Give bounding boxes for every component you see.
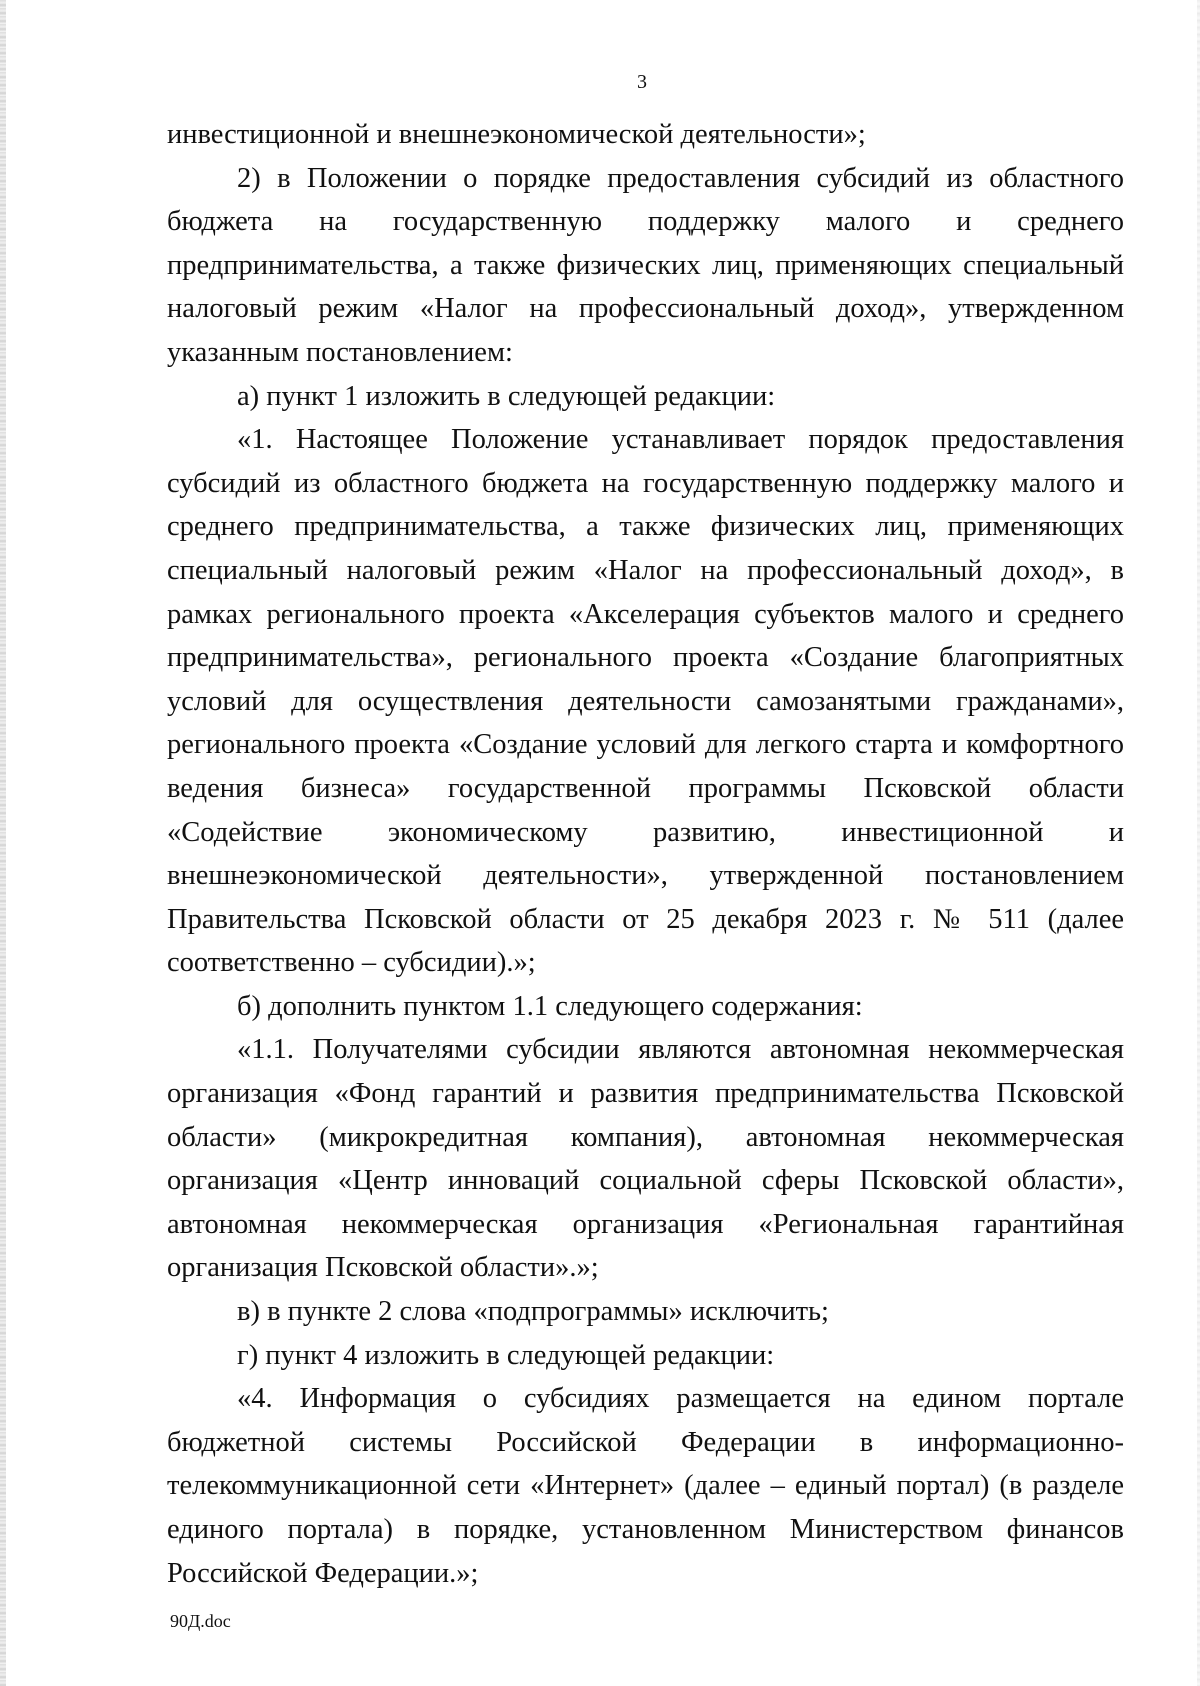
paragraph-item-2: 2) в Положении о порядке предоставления субсидий из областного бюджета на государственную поддержку малого и среднего предпринимательства, а также физических лиц, применяющих специальный налоговый режим «Налог на профессиональный доход», утвержденном указанным постановлением:: [167, 162, 1124, 368]
document-body: [167, 113, 1124, 1595]
paragraph-clause-1: «1. Настоящее Положение устанавливает порядок предоставления субсидий из областного бюджета на государственную поддержку малого и среднего предпринимательства, а также физических лиц, применяющих специальный налоговый режим «Налог на профессиональный доход», в рамках регионального проекта «Акселерация субъектов малого и среднего предпринимательства», регионального проекта «Создание благоприятных условий для осуществления деятельности самозанятыми гражданами», регионального проекта «Создание условий для легкого старта и комфортного ведения бизнеса» государственной программы Псковской области «Содействие экономическому развитию, инвестиционной и внешнеэкономической деятельности», утвержденной постановлением Правительства Псковской области от 25 декабря 2023 г. № 511 (далее соответственно – субсидии).»;: [167, 424, 1124, 979]
paragraph-continuation: инвестиционной и внешнеэкономической деятельности»;: [167, 119, 866, 150]
paragraph-clause-4: «4. Информация о субсидиях размещается на едином портале бюджетной системы Российской Федерации в информационно-телекоммуникационной сети «Интернет» (далее – единый портал) (в разделе единого портала) в порядке, установленном Министерством финансов Российской Федерации.»;: [167, 1383, 1124, 1589]
page-number: 3: [637, 71, 647, 93]
paragraph-subitem-v: в) в пункте 2 слова «подпрограммы» исключить;: [237, 1296, 829, 1328]
scan-left-edge: [0, 0, 6, 1686]
paragraph-subitem-a: а) пункт 1 изложить в следующей редакции:: [237, 380, 776, 412]
paragraph-subitem-b: б) дополнить пунктом 1.1 следующего содержания:: [237, 990, 863, 1022]
paragraph-subitem-g: г) пункт 4 изложить в следующей редакции:: [237, 1339, 775, 1371]
footer-filename: 90Д.doc: [170, 1611, 231, 1631]
paragraph-clause-1-1: «1.1. Получателями субсидии являются автономная некоммерческая организация «Фонд гарантий и развития предпринимательства Псковской области» (микрокредитная компания), автономная некоммерческая организация «Центр инноваций социальной сферы Псковской области», автономная некоммерческая организация «Региональная гарантийная организация Псковской области».»;: [167, 1034, 1124, 1284]
